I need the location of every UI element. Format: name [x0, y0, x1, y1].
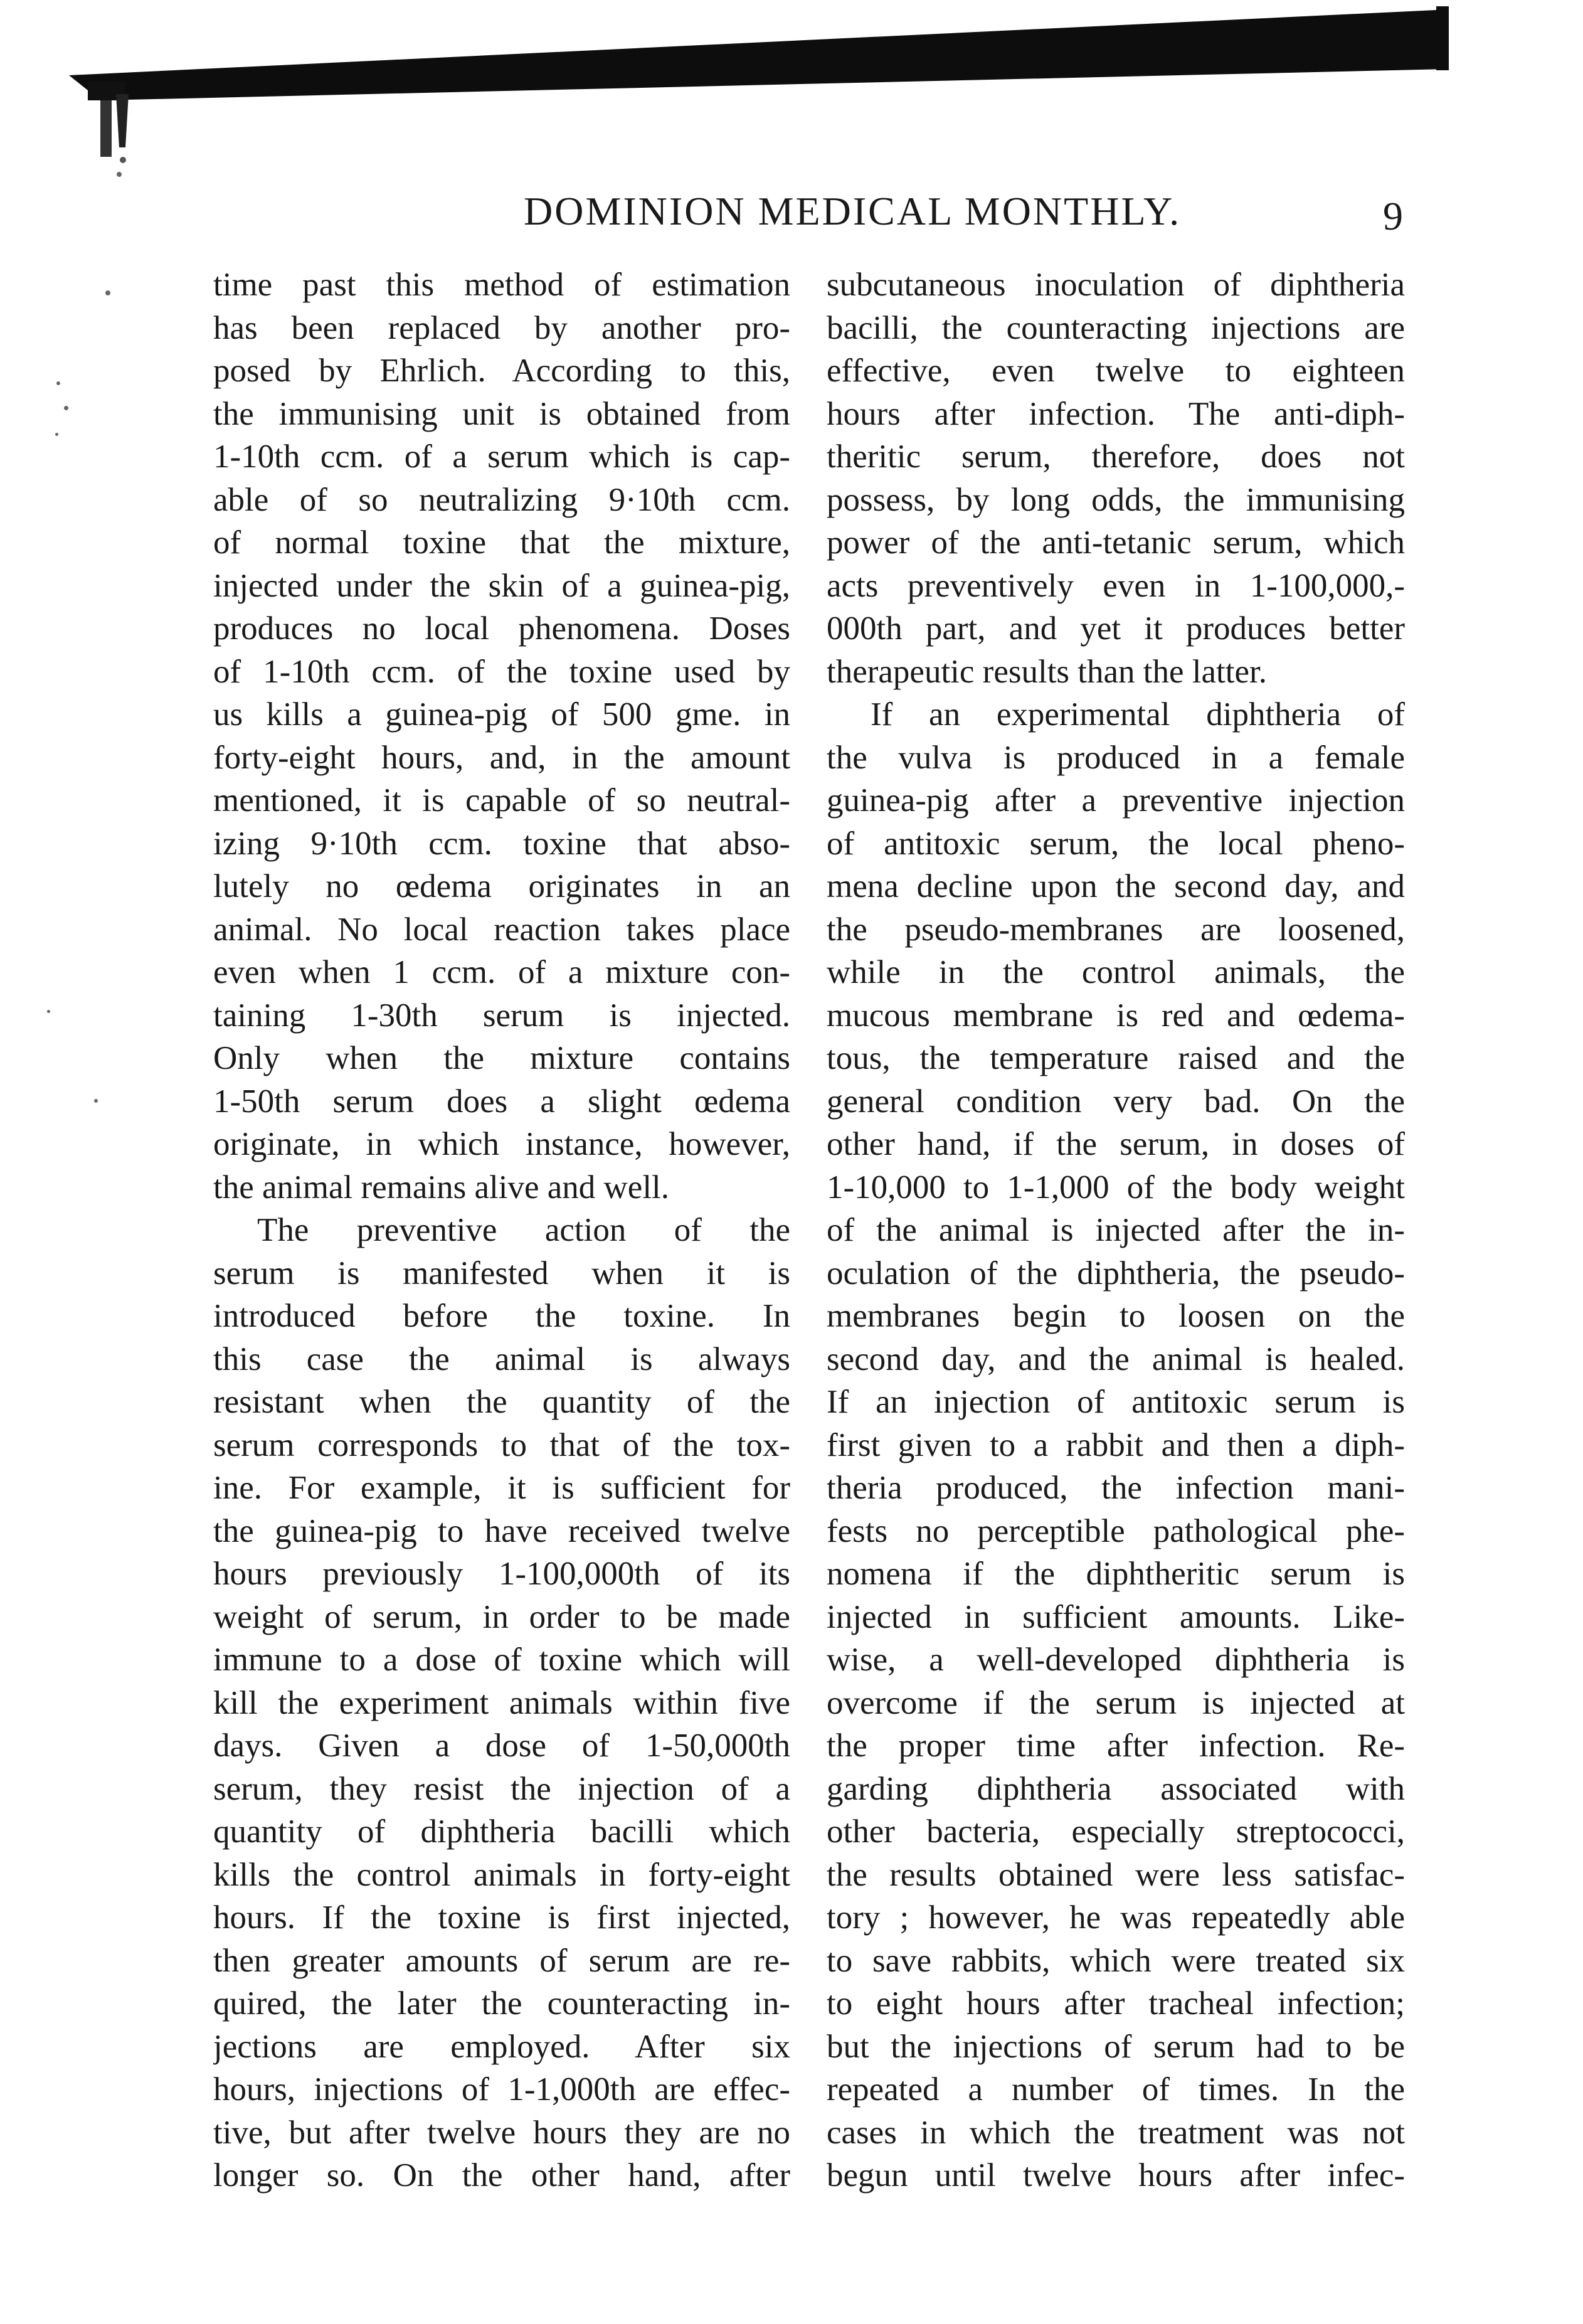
text-line: quantity of diphtheria bacilli which: [213, 1813, 790, 1850]
text-line: jections are employed. After six: [213, 2028, 790, 2065]
text-line: second day, and the animal is healed.: [827, 1340, 1405, 1377]
text-line: forty-eight hours, and, in the amount: [213, 739, 790, 776]
text-line: hours after infection. The anti-diph-: [827, 395, 1405, 432]
text-line: theria produced, the infection mani-: [827, 1470, 1405, 1506]
text-line: the pseudo-membranes are loosened,: [827, 911, 1405, 948]
text-line: tive, but after twelve hours they are no: [213, 2114, 790, 2151]
text-line: other bacteria, especially streptococci,: [827, 1813, 1405, 1850]
text-line: ine. For example, it is sufficient for: [213, 1470, 790, 1506]
text-line: this case the animal is always: [213, 1340, 790, 1377]
text-line: serum, they resist the injection of a: [213, 1770, 790, 1807]
text-line: injected under the skin of a guinea-pig,: [213, 567, 790, 604]
text-line: nomena if the diphtheritic serum is: [827, 1556, 1405, 1592]
text-line: wise, a well-developed diphtheria is: [827, 1642, 1405, 1678]
text-line: time past this method of estimation: [213, 267, 790, 303]
text-line: bacilli, the counteracting injections are: [827, 309, 1405, 346]
text-line: tory ; however, he was repeatedly able: [827, 1899, 1405, 1936]
text-line: of 1-10th ccm. of the toxine used by: [213, 653, 790, 690]
text-line: membranes begin to loosen on the: [827, 1298, 1405, 1334]
text-line: 1-50th serum does a slight œdema: [213, 1083, 790, 1120]
text-line: hours previously 1-100,000th of its: [213, 1556, 790, 1592]
text-line: fests no perceptible pathological phe-: [827, 1512, 1405, 1549]
text-line: taining 1-30th serum is injected.: [213, 997, 790, 1034]
text-line: izing 9·10th ccm. toxine that abso-: [213, 825, 790, 862]
text-line: but the injections of serum had to be: [827, 2028, 1405, 2065]
text-line: tous, the temperature raised and the: [827, 1040, 1405, 1076]
text-line: produces no local phenomena. Doses: [213, 610, 790, 647]
text-line: even when 1 ccm. of a mixture con-: [213, 954, 790, 990]
text-line: therapeutic results than the latter.: [827, 653, 1267, 690]
text-line: The preventive action of the: [257, 1212, 790, 1248]
text-line: effective, even twelve to eighteen: [827, 353, 1405, 389]
text-line: resistant when the quantity of the: [213, 1384, 790, 1420]
text-line: first given to a rabbit and then a diph-: [827, 1426, 1405, 1463]
text-line: If an injection of antitoxic serum is: [827, 1384, 1405, 1420]
text-line: 1-10th ccm. of a serum which is cap-: [213, 438, 790, 475]
text-line: mentioned, it is capable of so neutral-: [213, 782, 790, 819]
text-line: us kills a guinea-pig of 500 gme. in: [213, 696, 790, 733]
text-line: originate, in which instance, however,: [213, 1126, 790, 1162]
text-line: posed by Ehrlich. According to this,: [213, 353, 790, 389]
text-line: has been replaced by another pro-: [213, 309, 790, 346]
text-line: days. Given a dose of 1-50,000th: [213, 1727, 790, 1764]
text-line: of normal toxine that the mixture,: [213, 524, 790, 561]
text-line: lutely no œdema originates in an: [213, 868, 790, 905]
text-line: injected in sufficient amounts. Like-: [827, 1598, 1405, 1635]
text-line: mena decline upon the second day, and: [827, 868, 1405, 905]
text-line: Only when the mixture contains: [213, 1040, 790, 1076]
text-line: kill the experiment animals within five: [213, 1684, 790, 1721]
text-column-left: [213, 263, 790, 2197]
text-line: If an experimental diphtheria of: [871, 696, 1405, 733]
text-line: oculation of the diphtheria, the pseudo-: [827, 1255, 1405, 1292]
text-column-right: [827, 263, 1405, 2197]
text-line: the proper time after infection. Re-: [827, 1727, 1405, 1764]
text-line: of the animal is injected after the in-: [827, 1212, 1405, 1248]
text-line: cases in which the treatment was not: [827, 2114, 1405, 2151]
text-line: the guinea-pig to have received twelve: [213, 1512, 790, 1549]
text-line: possess, by long odds, the immunising: [827, 481, 1405, 518]
text-line: longer so. On the other hand, after: [213, 2157, 790, 2194]
text-line: subcutaneous inoculation of diphtheria: [827, 267, 1405, 303]
text-line: other hand, if the serum, in doses of: [827, 1126, 1405, 1162]
text-line: begun until twelve hours after infec-: [827, 2157, 1405, 2194]
text-line: theritic serum, therefore, does not: [827, 438, 1405, 475]
text-line: the animal remains alive and well.: [213, 1169, 670, 1206]
scan-edge-bar: [0, 0, 1583, 201]
text-line: the results obtained were less satisfac-: [827, 1856, 1405, 1893]
running-title: DOMINION MEDICAL MONTHLY.: [524, 189, 1182, 233]
text-line: 000th part, and yet it produces better: [827, 610, 1405, 647]
text-line: immune to a dose of toxine which will: [213, 1642, 790, 1678]
text-line: hours, injections of 1-1,000th are effec-: [213, 2071, 790, 2108]
text-line: serum corresponds to that of the tox-: [213, 1426, 790, 1463]
text-line: weight of serum, in order to be made: [213, 1598, 790, 1635]
text-line: to eight hours after tracheal infection;: [827, 1985, 1405, 2022]
text-line: power of the anti-tetanic serum, which: [827, 524, 1405, 561]
text-line: to save rabbits, which were treated six: [827, 1942, 1405, 1979]
text-line: introduced before the toxine. In: [213, 1298, 790, 1334]
page-number: 9: [1383, 194, 1403, 238]
text-line: while in the control animals, the: [827, 954, 1405, 990]
text-line: hours. If the toxine is first injected,: [213, 1899, 790, 1936]
text-line: able of so neutralizing 9·10th ccm.: [213, 481, 790, 518]
text-line: animal. No local reaction takes place: [213, 911, 790, 948]
text-line: general condition very bad. On the: [827, 1083, 1405, 1120]
text-line: guinea-pig after a preventive injection: [827, 782, 1405, 819]
text-line: serum is manifested when it is: [213, 1255, 790, 1292]
text-line: repeated a number of times. In the: [827, 2071, 1405, 2108]
text-line: of antitoxic serum, the local pheno-: [827, 825, 1405, 862]
text-line: garding diphtheria associated with: [827, 1770, 1405, 1807]
text-line: the immunising unit is obtained from: [213, 395, 790, 432]
text-line: mucous membrane is red and œdema-: [827, 997, 1405, 1034]
page-header: [0, 188, 1583, 257]
text-line: quired, the later the counteracting in-: [213, 1985, 790, 2022]
text-line: then greater amounts of serum are re-: [213, 1942, 790, 1979]
text-line: kills the control animals in forty-eight: [213, 1856, 790, 1893]
text-line: acts preventively even in 1-100,000,-: [827, 567, 1405, 604]
text-line: 1-10,000 to 1-1,000 of the body weight: [827, 1169, 1405, 1206]
text-line: overcome if the serum is injected at: [827, 1684, 1405, 1721]
text-line: the vulva is produced in a female: [827, 739, 1405, 776]
